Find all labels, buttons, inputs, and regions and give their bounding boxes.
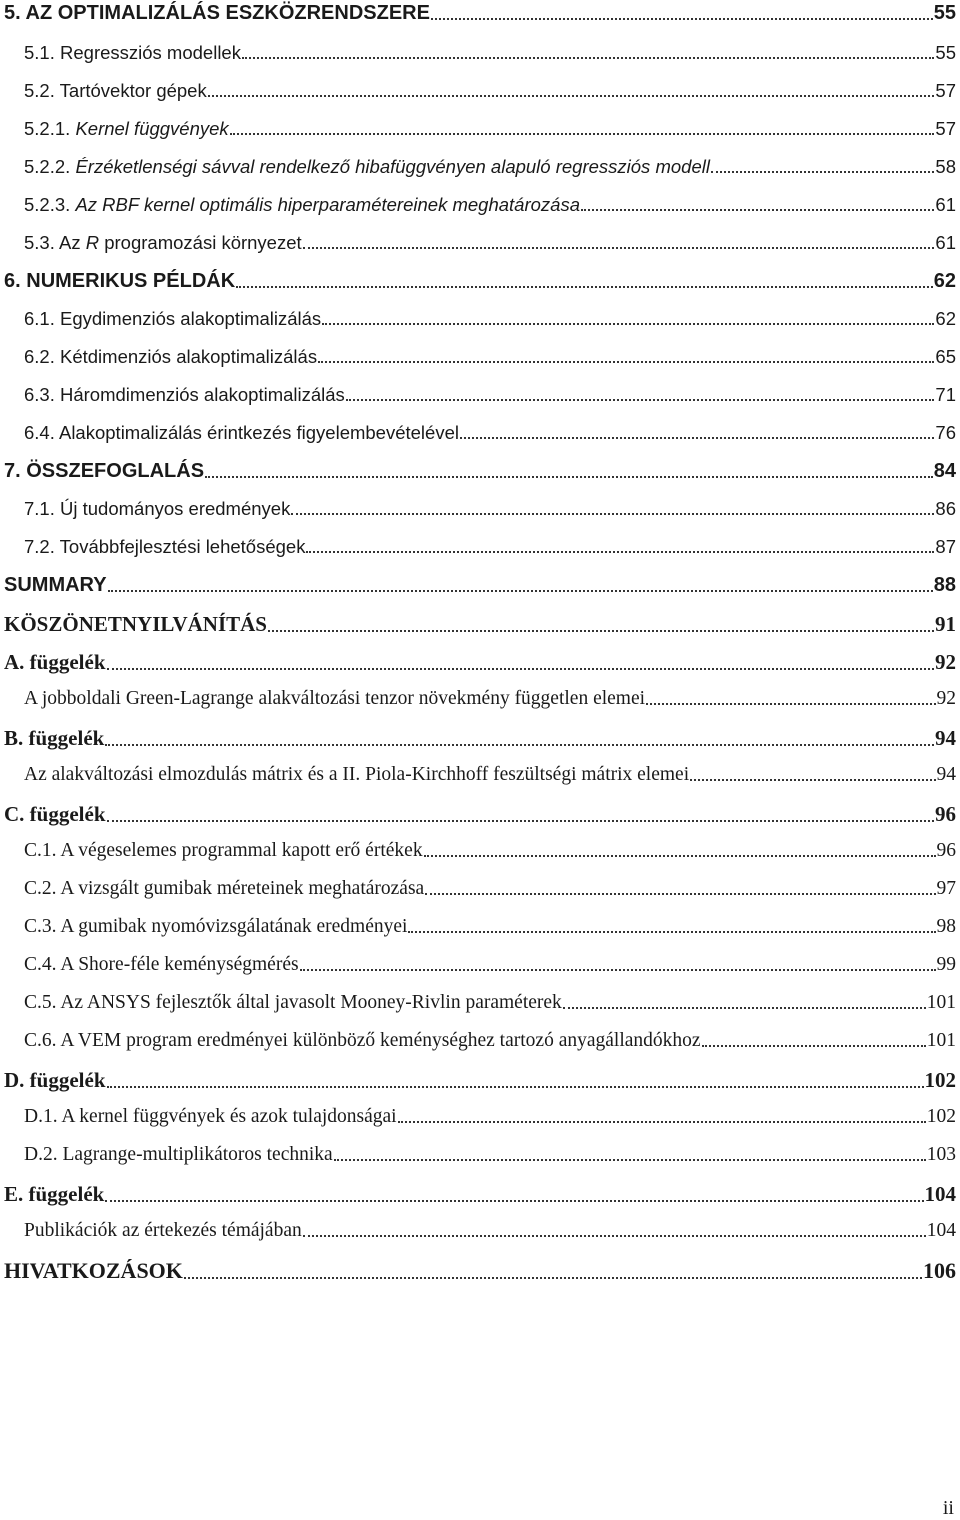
toc-page-number: 99 (936, 954, 956, 975)
toc-page-number: 92 (935, 650, 956, 674)
toc-page-number: 102 (926, 1106, 956, 1127)
toc-title: Regressziós modellek (60, 42, 241, 63)
toc-title: D. függelék (4, 1068, 106, 1092)
dot-leader (702, 1045, 926, 1047)
dot-leader (184, 1277, 922, 1279)
toc-title: NUMERIKUS PÉLDÁK (26, 270, 236, 292)
toc-entry-6-1[interactable] (4, 308, 956, 330)
toc-entry-7-1[interactable] (4, 498, 956, 520)
toc-page-number: 55 (935, 42, 956, 63)
toc-entry-6-4[interactable] (4, 422, 956, 444)
dot-leader (107, 820, 935, 822)
toc-title: A végeselemes programmal kapott erő értékek (60, 840, 423, 861)
dot-leader (230, 133, 935, 135)
toc-page-number: 91 (935, 612, 956, 636)
toc-title: A kernel függvények és azok tulajdonságai (61, 1106, 397, 1127)
toc-title: Tartóvektor gépek (59, 80, 207, 101)
dot-leader (460, 437, 934, 439)
toc-number: 6.3. (24, 384, 55, 405)
toc-page-number: 58 (935, 156, 956, 177)
toc-page-number: 102 (924, 1068, 956, 1092)
toc-entry-5[interactable] (4, 2, 956, 25)
toc-page-number: 97 (936, 878, 956, 899)
dot-leader (425, 893, 935, 895)
dot-leader (431, 18, 933, 20)
toc-page-number: 87 (935, 536, 956, 557)
toc-number: C.1. (24, 840, 57, 861)
toc-entry-6-2[interactable] (4, 346, 956, 368)
toc-title: Az alakváltozási elmozdulás mátrix és a II. Piola-Kirchhoff feszültségi mátrix elemei (24, 764, 690, 785)
toc-title: B. függelék (4, 726, 105, 750)
toc-entry-appendix-a-1[interactable] (4, 688, 956, 710)
toc-entry-c-4[interactable] (4, 954, 956, 976)
toc-number: C.5. (24, 992, 57, 1013)
toc-number: 6.2. (24, 346, 55, 367)
toc-page-number: 86 (935, 498, 956, 519)
toc-number: 6.4. (24, 422, 55, 443)
toc-entry-c-3[interactable] (4, 916, 956, 938)
toc-entry-5-1[interactable] (4, 42, 956, 64)
toc-entry-hivatkozasok[interactable] (4, 1258, 956, 1284)
toc-entry-appendix-d[interactable] (4, 1068, 956, 1093)
toc-title: Továbbfejlesztési lehetőségek (59, 536, 306, 557)
dot-leader (107, 668, 935, 670)
toc-page-number: 62 (935, 308, 956, 329)
toc-entry-c-6[interactable] (4, 1030, 956, 1052)
toc-entry-koszonetnyilvanitas[interactable] (4, 612, 956, 637)
toc-page-number: 96 (935, 802, 956, 826)
toc-page-number: 65 (935, 346, 956, 367)
toc-title: A Shore-féle keménységmérés (60, 954, 299, 975)
toc-title: Alakoptimalizálás érintkezés figyelembevételével (58, 422, 459, 443)
toc-title: A. függelék (4, 650, 106, 674)
dot-leader (346, 399, 935, 401)
toc-title: A VEM program eredményei különböző keménységhez tartozó anyagállandókhoz (60, 1030, 701, 1051)
dot-leader (268, 630, 934, 632)
toc-entry-6[interactable] (4, 270, 956, 293)
toc-entry-appendix-a[interactable] (4, 650, 956, 675)
toc-title: Publikációk az értekezés témájában (24, 1220, 302, 1241)
dot-leader (581, 209, 934, 211)
toc-title-rest: programozási környezet (99, 232, 302, 253)
toc-title: Lagrange-multiplikátoros technika (62, 1144, 333, 1165)
dot-leader (424, 855, 936, 857)
dot-leader (105, 1200, 923, 1202)
toc-entry-5-2[interactable] (4, 80, 956, 102)
toc-title-italic: R (85, 232, 100, 253)
toc-page-number: 94 (936, 764, 956, 785)
toc-page-number: 84 (933, 460, 956, 482)
toc-title: Egydimenziós alakoptimalizálás (60, 308, 322, 329)
toc-entry-5-2-1[interactable] (4, 118, 956, 140)
dot-leader (300, 969, 936, 971)
toc-page-number: 104 (924, 1182, 956, 1206)
toc-page-number: 57 (935, 80, 956, 101)
toc-page-number: 71 (935, 384, 956, 405)
toc-page-number: 61 (935, 232, 956, 253)
dot-leader (398, 1121, 926, 1123)
toc-title: Háromdimenziós alakoptimalizálás (60, 384, 345, 405)
dot-leader (242, 57, 934, 59)
toc-number: 5.2.1. (24, 118, 71, 139)
toc-number: 5.2.3. (24, 194, 71, 215)
toc-entry-appendix-b[interactable] (4, 726, 956, 751)
toc-title: Érzéketlenségi sávval rendelkező hibafüggvényen alapuló regressziós modell (75, 156, 710, 177)
toc-title: A vizsgált gumibak méreteinek meghatározása (60, 878, 425, 899)
toc-page-number: 96 (936, 840, 956, 861)
toc-page-number: 57 (935, 118, 956, 139)
toc-title: HIVATKOZÁSOK (4, 1258, 183, 1283)
toc-entry-e-1[interactable] (4, 1220, 956, 1242)
toc-page-number: 101 (926, 1030, 956, 1051)
toc-title: E. függelék (4, 1182, 105, 1206)
toc-entry-d-1[interactable] (4, 1106, 956, 1128)
toc-number: 6. (4, 270, 21, 292)
toc-entry-c-1[interactable] (4, 840, 956, 862)
toc-title: A jobboldali Green-Lagrange alakváltozási tenzor növekmény független elemei (24, 688, 646, 709)
toc-number: D.2. (24, 1144, 58, 1165)
toc-title: A gumibak nyomóvizsgálatának eredményei (60, 916, 408, 937)
toc-page-number: 103 (926, 1144, 956, 1165)
toc-entry-5-2-3[interactable] (4, 194, 956, 216)
toc-number: 5.1. (24, 42, 55, 63)
dot-leader (208, 95, 935, 97)
toc-number: D.1. (24, 1106, 58, 1127)
toc-entry-appendix-b-1[interactable] (4, 764, 956, 786)
toc-title: Az RBF kernel optimális hiperparamétereinek meghatározása (75, 194, 580, 215)
toc-page-number: 61 (935, 194, 956, 215)
toc-entry-appendix-e[interactable] (4, 1182, 956, 1207)
toc-title: Az ANSYS fejlesztők által javasolt Mooney-Rivlin paraméterek (60, 992, 562, 1013)
toc-entry-appendix-c[interactable] (4, 802, 956, 827)
toc-page-number: 88 (933, 574, 956, 596)
toc-number: 7.1. (24, 498, 55, 519)
dot-leader (646, 703, 935, 705)
dot-leader (303, 1235, 926, 1237)
toc-number: C.6. (24, 1030, 57, 1051)
toc-number: 6.1. (24, 308, 55, 329)
toc-entry-5-3[interactable] (4, 232, 956, 254)
toc-number: C.2. (24, 878, 57, 899)
toc-title: ÖSSZEFOGLALÁS (26, 460, 205, 482)
toc-entry-6-3[interactable] (4, 384, 956, 406)
toc-page-number: 94 (935, 726, 956, 750)
toc-number: 5.2. (24, 80, 55, 101)
toc-number: C.3. (24, 916, 57, 937)
toc-page-number: 106 (923, 1258, 956, 1283)
dot-leader (408, 931, 935, 933)
page-number-footer: ii (942, 1497, 954, 1519)
toc-page-number: 62 (933, 270, 956, 292)
toc-number: 5.2.2. (24, 156, 71, 177)
toc-page-number: 55 (933, 2, 956, 24)
toc-number: 7. (4, 460, 21, 482)
toc-page-number: 76 (935, 422, 956, 443)
toc-entry-c-2[interactable] (4, 878, 956, 900)
dot-leader (105, 744, 934, 746)
toc-title: Kétdimenziós alakoptimalizálás (60, 346, 318, 367)
dot-leader (291, 513, 934, 515)
toc-number: C.4. (24, 954, 57, 975)
toc-number: 5.3. (24, 232, 55, 253)
dot-leader (303, 247, 935, 249)
toc-title: Kernel függvények (75, 118, 229, 139)
toc-title: KÖSZÖNETNYILVÁNÍTÁS (4, 612, 267, 636)
dot-leader (334, 1159, 926, 1161)
dot-leader (563, 1007, 926, 1009)
dot-leader (318, 361, 934, 363)
dot-leader (236, 286, 933, 288)
toc-page-number: 104 (926, 1220, 956, 1241)
dot-leader (306, 551, 934, 553)
dot-leader (690, 779, 935, 781)
toc-entry-7[interactable] (4, 460, 956, 483)
dot-leader (107, 1086, 924, 1088)
toc-entry-c-5[interactable] (4, 992, 956, 1014)
toc-page-number: 101 (926, 992, 956, 1013)
toc-entry-7-2[interactable] (4, 536, 956, 558)
dot-leader (205, 476, 933, 478)
toc-title: Új tudományos eredmények (60, 498, 291, 519)
toc-entry-summary[interactable] (4, 574, 956, 597)
dot-leader (108, 590, 933, 592)
toc-title: C. függelék (4, 802, 106, 826)
toc-number: 7.2. (24, 536, 55, 557)
toc-title: Az (58, 232, 86, 253)
toc-title: SUMMARY (4, 574, 107, 596)
toc-entry-d-2[interactable] (4, 1144, 956, 1166)
toc-page-number: 98 (936, 916, 956, 937)
dot-leader (322, 323, 934, 325)
toc-page-number: 92 (936, 688, 956, 709)
dot-leader (711, 171, 934, 173)
toc-entry-5-2-2[interactable] (4, 156, 956, 178)
toc-number: 5. (4, 2, 21, 24)
toc-title: AZ OPTIMALIZÁLÁS ESZKÖZRENDSZERE (25, 2, 430, 24)
